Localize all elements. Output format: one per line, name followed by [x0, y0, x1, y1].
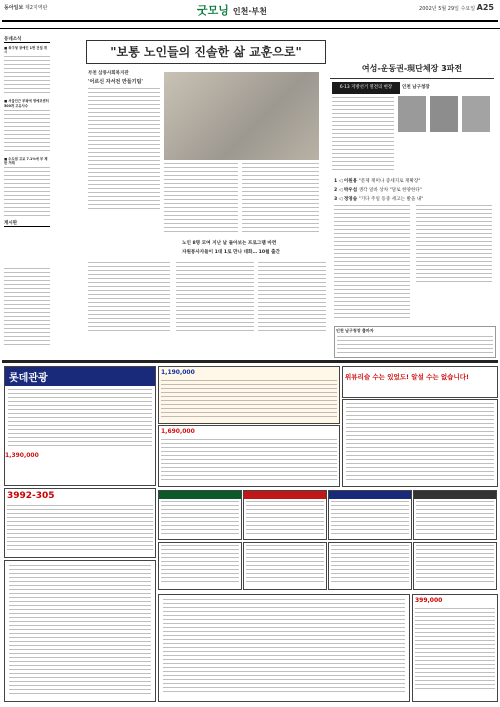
main-body-col2 — [164, 163, 238, 235]
lower-right-ad: 399,000 — [412, 594, 498, 702]
news-item-title: ■ 서울인근 부평에 영에코센터 500개 고유사수 — [4, 99, 49, 108]
main-body-col4 — [88, 262, 170, 334]
candidate-photo — [462, 96, 490, 132]
travel-ad-2: 1,690,000 — [158, 425, 340, 487]
candidate-list: 1 ◁ 이원용 "문제 재미나 증세지로 재확장" 2 ◁ 박우섭 생각 일바 상차 "달로 한양한다" 3 ◁ 정영솜 "기다 주일 동중 세고는 발을 내" — [334, 179, 424, 202]
meeting-photo — [164, 72, 319, 160]
section-logo: 굿모닝 인천·부천 — [197, 4, 267, 17]
main-body-col1 — [88, 88, 160, 210]
main-body-col5 — [176, 262, 254, 334]
election-banner: 여성-운동권-現단체장 3파전 — [330, 60, 494, 79]
banner-ad: 위뷰리슬 수는 있었도! 알설 수는 없습니다! — [342, 366, 498, 398]
news-body — [4, 56, 50, 96]
candidate-photo — [430, 96, 458, 132]
tour-ad: 롯데관광 1,390,000 — [4, 366, 156, 486]
candidate-photo — [398, 96, 426, 132]
board-body — [4, 268, 50, 348]
main-kicker: 부천 삼통사회복지관 '어르신 자서전 만들기팀' — [88, 71, 143, 85]
paper-name: 동아일보 제2지역판 — [4, 5, 48, 11]
election-body-col1 — [334, 205, 410, 320]
date-page: 2002년 5월 29일 수요일 A25 — [419, 3, 494, 12]
election-subbanner: 6·13 지방선거 열전의 현장 — [332, 82, 400, 94]
travel-ad: 1,190,000 — [158, 366, 340, 424]
main-headline: "보통 노인들의 진솔한 삶 교훈으로" — [110, 45, 302, 59]
main-body-col3 — [242, 163, 319, 235]
election-location: 인천 남구청장 — [402, 85, 430, 90]
election-intro — [332, 97, 394, 173]
main-deck: 노인 8명 모여 지난 날 돌아보는 프로그램 마련 자원봉사자들이 1대 1로 만나 대화… 10월 출간 — [182, 241, 280, 255]
ad-divider — [2, 360, 498, 363]
main-body-col6 — [258, 262, 326, 334]
news-column-title: 동네소식 — [4, 36, 50, 43]
election-body-col2 — [416, 205, 492, 285]
small-ads-grid — [158, 490, 496, 590]
header-rule — [2, 20, 498, 22]
news-item-title: ■ 수도권 고교 7.1%에 부 제한 거래 — [4, 156, 48, 166]
main-headline-box — [86, 40, 326, 64]
left-news-column — [4, 36, 50, 261]
tour-ad-brand: 롯데관광 — [5, 367, 155, 386]
news-item-title: ■ 북구청 장애인 1면 건설 개시 — [4, 46, 47, 55]
news-body — [4, 110, 50, 154]
news-body — [4, 167, 50, 217]
board-title: 게시판 — [4, 220, 50, 227]
candidate-table: 인천 남구청장 출마자 — [334, 326, 496, 358]
lower-left-ad — [4, 560, 156, 702]
tour-ad-2: 3992-305 — [4, 488, 156, 558]
page-header — [0, 0, 500, 29]
lower-center-ad — [158, 594, 410, 702]
travel-ad-3 — [342, 399, 498, 487]
